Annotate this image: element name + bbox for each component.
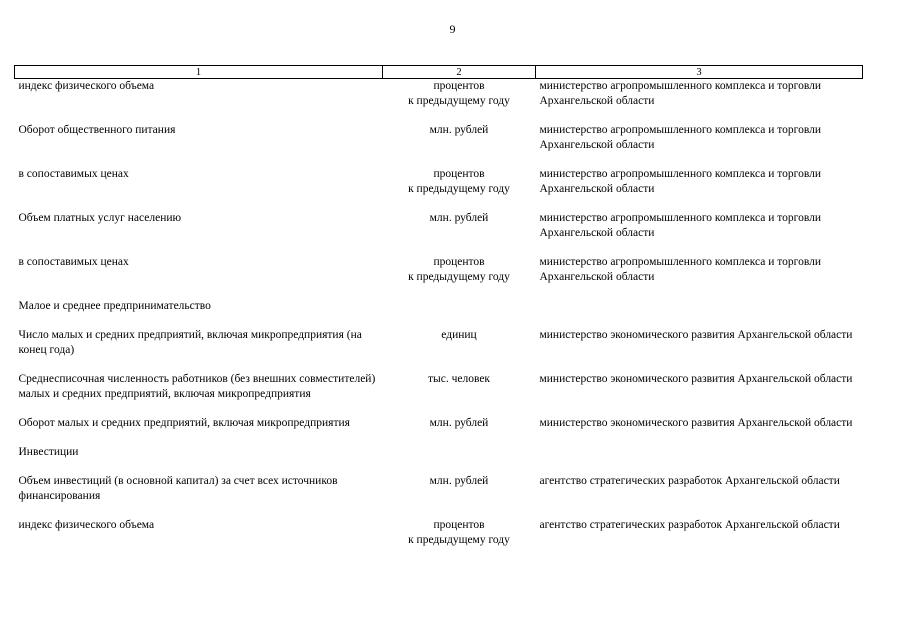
unit-cell: процентов к предыдущему году <box>408 256 510 283</box>
table-row <box>15 416 863 445</box>
unit-cell: процентов к предыдущему году <box>408 519 510 546</box>
table-row <box>15 79 863 124</box>
unit-cell: единиц <box>441 329 477 341</box>
header-row <box>15 66 863 79</box>
table-row <box>15 518 863 562</box>
responsible-cell: министерство агропромышленного комплекса и торговли Архангельской области <box>539 256 821 283</box>
unit-cell: млн. рублей <box>429 124 489 136</box>
indicator-name-cell: Число малых и средних предприятий, включая микропредприятия (на конец года) <box>18 329 362 356</box>
table-row <box>15 372 863 416</box>
unit-cell <box>383 299 536 328</box>
table-row <box>15 474 863 518</box>
indicator-name-cell: Оборот общественного питания <box>18 124 176 136</box>
table-row <box>15 255 863 299</box>
responsible-cell: министерство агропромышленного комплекса и торговли Архангельской области <box>539 212 821 239</box>
column-header-3: 3 <box>536 66 863 79</box>
responsible-cell: министерство агропромышленного комплекса и торговли Архангельской области <box>539 168 821 195</box>
responsible-cell: министерство агропромышленного комплекса и торговли Архангельской области <box>539 80 821 107</box>
responsible-cell <box>536 445 863 474</box>
responsible-cell: агентство стратегических разработок Архангельской области <box>539 475 840 487</box>
responsible-cell: министерство экономического развития Архангельской области <box>539 417 853 429</box>
unit-cell: процентов к предыдущему году <box>408 80 510 107</box>
table-row <box>15 328 863 372</box>
unit-cell: млн. рублей <box>429 212 489 224</box>
indicators-table <box>14 65 863 562</box>
indicator-name-cell: Оборот малых и средних предприятий, включая микропредприятия <box>18 417 350 429</box>
indicator-name-cell: Малое и среднее предпринимательство <box>18 300 211 312</box>
responsible-cell: агентство стратегических разработок Архангельской области <box>539 519 840 531</box>
indicator-name-cell: Инвестиции <box>18 446 79 458</box>
column-header-1: 1 <box>15 66 383 79</box>
table-header <box>15 66 863 79</box>
responsible-cell: министерство экономического развития Архангельской области <box>539 329 853 341</box>
table-body <box>15 79 863 563</box>
indicator-name-cell: индекс физического объема <box>18 80 155 92</box>
indicator-name-cell: индекс физического объема <box>18 519 155 531</box>
responsible-cell: министерство экономического развития Архангельской области <box>539 373 853 385</box>
unit-cell: тыс. человек <box>427 373 491 385</box>
unit-cell <box>383 445 536 474</box>
section-row <box>15 299 863 328</box>
indicator-name-cell: в сопоставимых ценах <box>18 168 129 180</box>
section-row <box>15 445 863 474</box>
table-row <box>15 211 863 255</box>
indicator-name-cell: Объем инвестиций (в основной капитал) за счет всех источников финансирования <box>18 475 338 502</box>
indicator-name-cell: Объем платных услуг населению <box>18 212 182 224</box>
table-row <box>15 167 863 211</box>
column-header-2: 2 <box>383 66 536 79</box>
unit-cell: млн. рублей <box>429 417 489 429</box>
unit-cell: млн. рублей <box>429 475 489 487</box>
responsible-cell: министерство агропромышленного комплекса и торговли Архангельской области <box>539 124 821 151</box>
page-number: 9 <box>449 22 456 36</box>
indicator-name-cell: Среднесписочная численность работников (без внешних совместителей) малых и средних предприятий, включая микропредприятия <box>18 373 376 400</box>
indicator-name-cell: в сопоставимых ценах <box>18 256 129 268</box>
responsible-cell <box>536 299 863 328</box>
table-row <box>15 123 863 167</box>
unit-cell: процентов к предыдущему году <box>408 168 510 195</box>
